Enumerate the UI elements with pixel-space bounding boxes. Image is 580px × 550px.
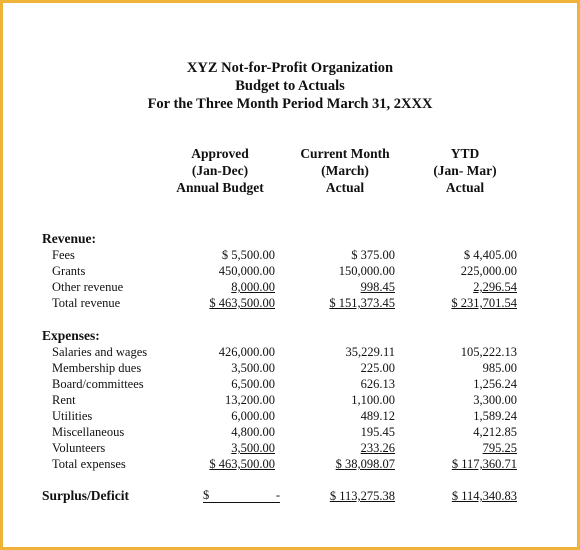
table-row: [3, 424, 577, 440]
expenses-heading: Expenses:: [42, 328, 100, 343]
surplus-row: [3, 488, 577, 506]
budget-value: 450,000.00: [218, 264, 275, 278]
ytd-value: 2,296.54: [473, 280, 517, 294]
surplus-ytd-value: $ 114,340.83: [451, 489, 517, 503]
table-row: [3, 263, 577, 279]
column-header-month: Current Month (March) Actual: [300, 146, 390, 195]
row-label: Miscellaneous: [52, 425, 125, 439]
column-header-ytd: YTD (Jan- Mar) Actual: [433, 146, 497, 195]
row-label: Other revenue: [52, 280, 124, 294]
budget-value: 8,000.00: [231, 280, 275, 294]
ytd-value: 3,300.00: [473, 393, 517, 407]
budget-value: 426,000.00: [218, 345, 275, 359]
month-value: 1,100.00: [351, 393, 395, 407]
table-row: [3, 408, 577, 424]
budget-value: 6,000.00: [231, 409, 275, 423]
table-row: [3, 376, 577, 392]
month-value: 233.26: [360, 441, 395, 455]
month-value: $ 375.00: [351, 248, 395, 262]
ytd-value: 4,212.85: [473, 425, 517, 439]
month-value: $ 151,373.45: [329, 296, 395, 310]
budget-value: 3,500.00: [231, 441, 275, 455]
row-label: Grants: [52, 264, 86, 278]
ytd-value: $ 117,360.71: [451, 457, 517, 471]
row-label: Volunteers: [52, 441, 106, 455]
month-value: 626.13: [360, 377, 395, 391]
table-row-total: [3, 295, 577, 311]
month-value: 195.45: [360, 425, 395, 439]
budget-value: 13,200.00: [225, 393, 275, 407]
row-label: Utilities: [52, 409, 93, 423]
surplus-month-value: $ 113,275.38: [329, 489, 395, 503]
month-value: 35,229.11: [345, 345, 395, 359]
currency-symbol: $: [203, 488, 210, 502]
column-header-budget: Approved (Jan-Dec) Annual Budget: [176, 146, 264, 195]
table-row: [3, 360, 577, 376]
table-row: [3, 440, 577, 456]
ytd-value: 225,000.00: [460, 264, 517, 278]
budget-value: $ 5,500.00: [221, 248, 275, 262]
surplus-label: Surplus/Deficit: [42, 488, 130, 503]
budget-value: 4,800.00: [231, 425, 275, 439]
row-label: Total revenue: [52, 296, 121, 310]
budget-value: $ 463,500.00: [209, 296, 275, 310]
table-row-total: [3, 456, 577, 472]
table-row: [3, 247, 577, 263]
ytd-value: 105,222.13: [460, 345, 517, 359]
table-row: [3, 344, 577, 360]
dash-value: -: [275, 488, 280, 502]
month-value: 489.12: [360, 409, 395, 423]
month-value: 150,000.00: [338, 264, 395, 278]
ytd-value: 795.25: [482, 441, 517, 455]
ytd-value: 1,589.24: [473, 409, 517, 423]
document-period: For the Three Month Period March 31, 2XXX: [147, 96, 433, 112]
ytd-value: $ 231,701.54: [451, 296, 517, 310]
ytd-value: $ 4,405.00: [463, 248, 517, 262]
table-row: [3, 392, 577, 408]
document-page: [3, 3, 577, 547]
budget-value: 3,500.00: [231, 361, 275, 375]
row-label: Salaries and wages: [52, 345, 148, 359]
budget-value: 6,500.00: [231, 377, 275, 391]
row-label: Membership dues: [52, 361, 142, 375]
row-label: Board/committees: [52, 377, 144, 391]
ytd-value: 1,256.24: [473, 377, 517, 391]
ytd-value: 985.00: [482, 361, 517, 375]
document-title: XYZ Not-for-Profit Organization: [186, 60, 394, 76]
document-subtitle: Budget to Actuals: [235, 78, 345, 94]
month-value: 225.00: [360, 361, 395, 375]
table-row: [3, 279, 577, 295]
budget-value: $ 463,500.00: [209, 457, 275, 471]
revenue-heading: Revenue:: [42, 231, 96, 246]
surplus-budget-value: [203, 488, 280, 503]
row-label: Total expenses: [52, 457, 126, 471]
month-value: $ 38,098.07: [335, 457, 395, 471]
row-label: Fees: [52, 248, 75, 262]
month-value: 998.45: [360, 280, 395, 294]
row-label: Rent: [52, 393, 76, 407]
